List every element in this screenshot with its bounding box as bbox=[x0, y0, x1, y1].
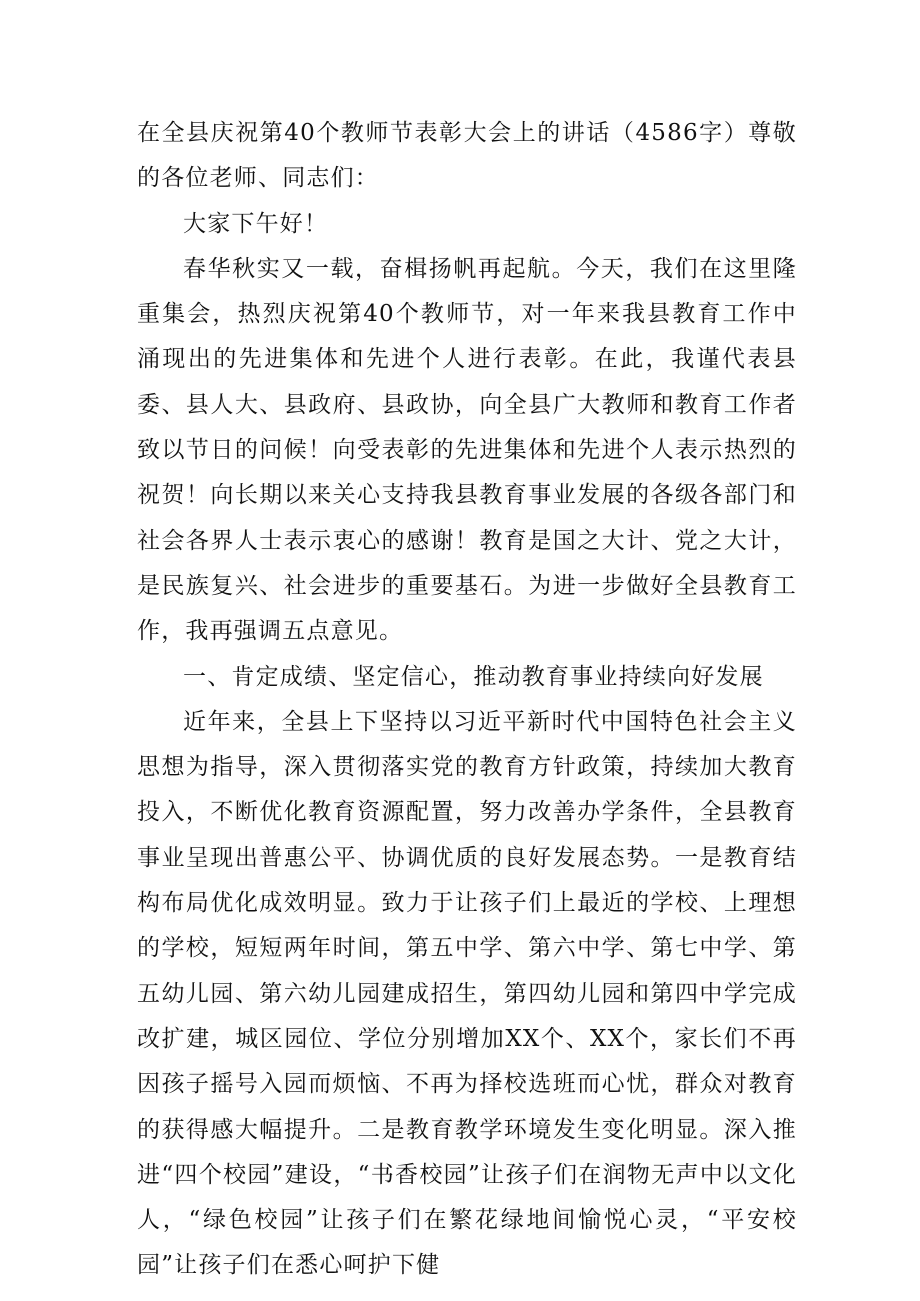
section-heading-1: 一、肯定成绩、坚定信心，推动教育事业持续向好发展 bbox=[183, 663, 764, 690]
speech-text bbox=[137, 111, 797, 1289]
document-title-line: 在全县庆祝第40个教师节表彰大会上的讲话（4586字）尊敬的各位老师、同志们： bbox=[137, 120, 797, 192]
body-paragraph-2: 近年来，全县上下坚持以习近平新时代中国特色社会主义思想为指导，深入贯彻落实党的教育方针政策，持续加大教育投入，不断优化教育资源配置，努力改善办学条件，全县教育事业呈现出普惠公平、协调优质的良好发展态势。一是教育结构布局优化成效明显。致力于让孩子们上最近的学校、上理想的学校，短短两年时间，第五中学、第六中学、第七中学、第五幼儿园、第六幼儿园建成招生，第四幼儿园和第四中学完成改扩建，城区园位、学位分别增加XX个、XX个，家长们不再因孩子摇号入园而烦恼、不再为择校选班而心忧，群众对教育的获得感大幅提升。二是教育教学环境发生变化明显。深入推进“四个校园”建设，“书香校园”让孩子们在润物无声中以文化人，“绿色校园”让孩子们在繁花绿地间愉悦心灵，“平安校园”让孩子们在悉心呵护下健 bbox=[137, 708, 797, 1279]
body-paragraph-1: 春华秋实又一载，奋楫扬帆再起航。今天，我们在这里隆重集会，热烈庆祝第40个教师节，对一年来我县教育工作中涌现出的先进集体和先进个人进行表彰。在此，我谨代表县委、县人大、县政府、县政协，向全县广大教师和教育工作者致以节日的问候！向受表彰的先进集体和先进个人表示热烈的祝贺！向长期以来关心支持我县教育事业发展的各级各部门和社会各界人士表示衷心的感谢！教育是国之大计、党之大计，是民族复兴、社会进步的重要基石。为进一步做好全县教育工作，我再强调五点意见。 bbox=[137, 255, 797, 645]
greeting-paragraph: 大家下午好！ bbox=[183, 210, 329, 237]
